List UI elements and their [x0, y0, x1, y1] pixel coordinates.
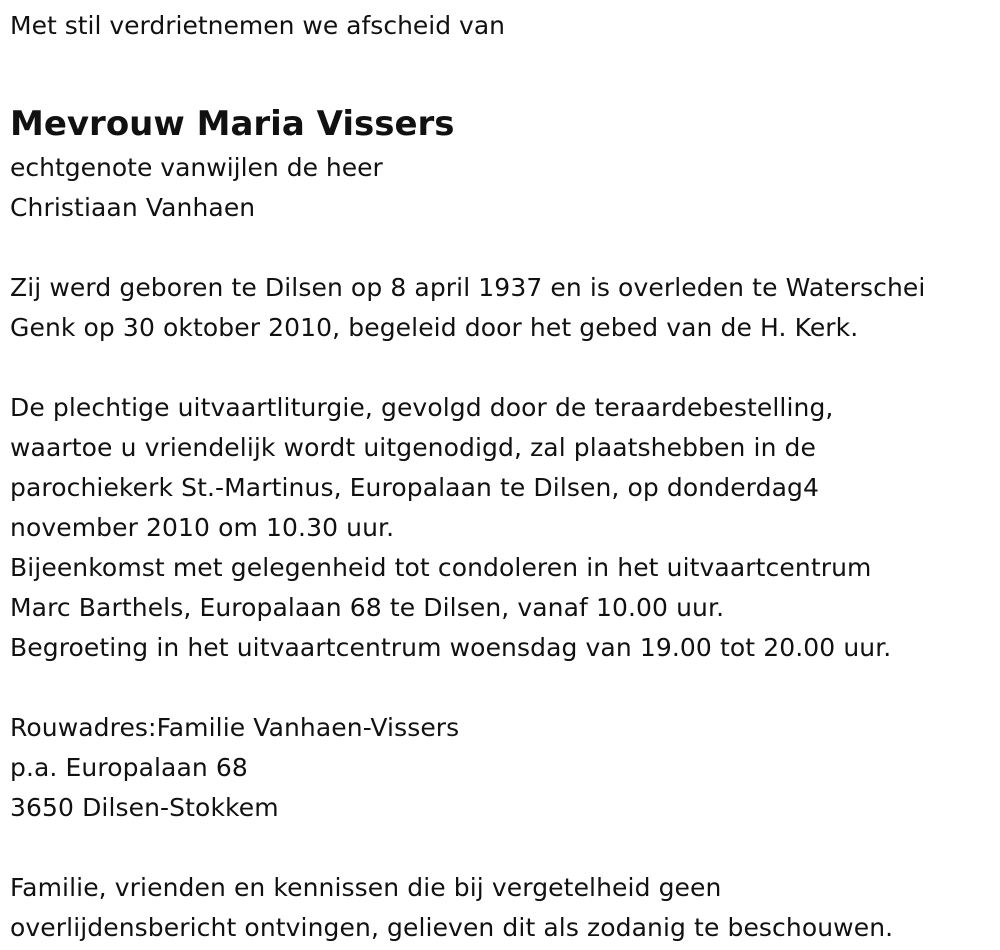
- spacer: [10, 828, 990, 868]
- relation-line-1: echtgenote vanwijlen de heer: [10, 153, 383, 182]
- ceremony-line-3: parochiekerk St.-Martinus, Europalaan te Dilsen, op donderdag4: [10, 473, 819, 502]
- deceased-name: Mevrouw Maria Vissers: [10, 104, 455, 144]
- closing-line-1: Familie, vrienden en kennissen die bij vergetelheid geen: [10, 873, 722, 902]
- greeting-line: Begroeting in het uitvaartcentrum woensdag van 19.00 tot 20.00 uur.: [10, 633, 892, 662]
- address-line-3: 3650 Dilsen-Stokkem: [10, 793, 279, 822]
- closing-line-2: overlijdensbericht ontvingen, gelieven dit als zodanig te beschouwen.: [10, 913, 894, 942]
- spacer: [10, 228, 990, 268]
- obituary-notice: [10, 6, 990, 948]
- spacer: [10, 668, 990, 708]
- ceremony-line-2: waartoe u vriendelijk wordt uitgenodigd, zal plaatshebben in de: [10, 433, 817, 462]
- spacer: [10, 348, 990, 388]
- ceremony-line-4: november 2010 om 10.30 uur.: [10, 513, 395, 542]
- birth-death-line-1: Zij werd geboren te Dilsen op 8 april 1937 en is overleden te Waterschei: [10, 273, 926, 302]
- condolence-line-1: Bijeenkomst met gelegenheid tot condoleren in het uitvaartcentrum: [10, 553, 872, 582]
- relation-line-2: Christiaan Vanhaen: [10, 193, 256, 222]
- birth-death-line-2: Genk op 30 oktober 2010, begeleid door het gebed van de H. Kerk.: [10, 313, 859, 342]
- intro-line: Met stil verdrietnemen we afscheid van: [10, 11, 506, 40]
- address-line-1: Rouwadres:Familie Vanhaen-Vissers: [10, 713, 460, 742]
- address-line-2: p.a. Europalaan 68: [10, 753, 248, 782]
- condolence-line-2: Marc Barthels, Europalaan 68 te Dilsen, vanaf 10.00 uur.: [10, 593, 725, 622]
- ceremony-line-1: De plechtige uitvaartliturgie, gevolgd door de teraardebestelling,: [10, 393, 834, 422]
